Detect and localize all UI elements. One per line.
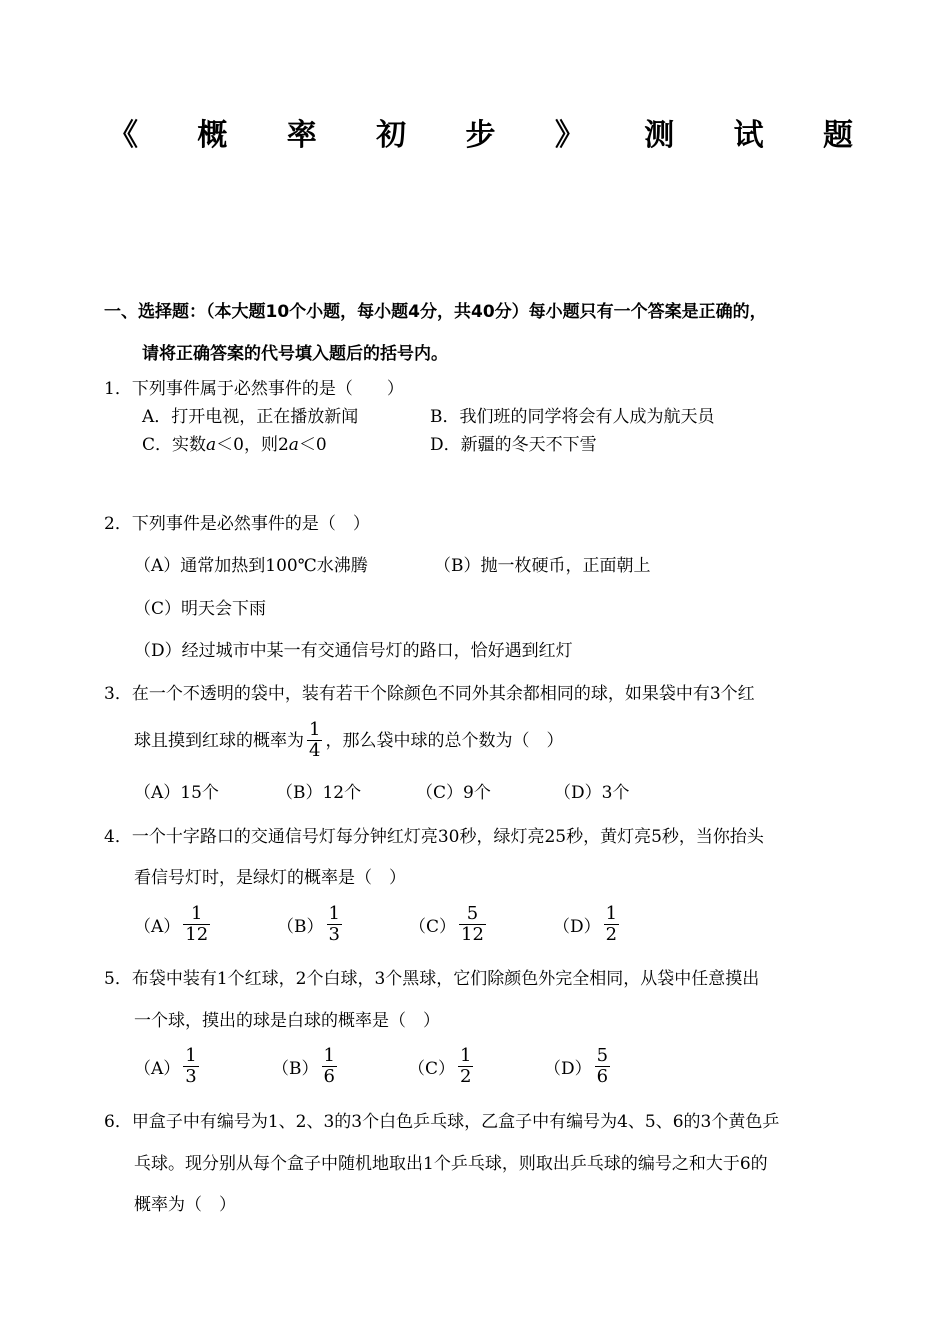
fraction-numerator: 1 [185, 1045, 197, 1066]
option-label: （C） [409, 917, 457, 937]
fraction [183, 1046, 198, 1087]
q1-c-pre: C．实数 [142, 435, 207, 455]
fraction-numerator: 1 [328, 903, 340, 924]
question-1-stem: 1．下列事件属于必然事件的是（ ） [104, 379, 404, 399]
option-label: （B） [272, 1059, 319, 1079]
fraction-denominator: 12 [461, 924, 484, 945]
fraction-denominator: 6 [596, 1066, 609, 1087]
title-char: 概 [197, 118, 228, 153]
fraction-numerator: 1 [191, 903, 203, 924]
fraction-denominator: 12 [185, 924, 209, 945]
question-1-option-a: A．打开电视，正在播放新闻 [142, 407, 359, 427]
fraction [595, 1046, 610, 1087]
option-label: （C） [408, 1059, 456, 1079]
fraction-denominator: 4 [309, 740, 321, 761]
question-6-line-3: 概率为（ ） [134, 1195, 236, 1215]
question-3-line-1: 3．在一个不透明的袋中，装有若干个除颜色不同外其余都相同的球，如果袋中有3个红 [104, 684, 755, 704]
fraction [307, 720, 322, 761]
section-heading-cont: 请将正确答案的代号填入题后的括号内。 [142, 344, 448, 364]
option [134, 1046, 272, 1087]
question-6-line-2: 乓球。现分别从每个盒子中随机地取出1个乒乓球，则取出乒乓球的编号之和大于6的 [134, 1154, 768, 1174]
fraction-denominator: 3 [328, 924, 340, 945]
option [272, 1046, 408, 1087]
question-2-option-d: （D）经过城市中某一有交通信号灯的路口，恰好遇到红灯 [134, 641, 573, 661]
fraction [459, 904, 486, 945]
title-char: 测 [644, 118, 675, 153]
q1-c-mid: ＜0，则2 [216, 435, 289, 455]
question-3-option-a: （A）15个 [134, 783, 219, 803]
question-2-stem: 2．下列事件是必然事件的是（ ） [104, 514, 370, 534]
question-2-option-a: （A）通常加热到100℃水沸腾 [134, 556, 368, 576]
page-title [108, 116, 853, 156]
title-char: 步 [465, 118, 496, 153]
q1-c-var2: a [288, 435, 299, 455]
fraction [322, 1046, 337, 1087]
question-6-line-1: 6．甲盒子中有编号为1、2、3的3个白色乒乓球，乙盒子中有编号为4、5、6的3个黄色乒 [104, 1112, 780, 1132]
option-label: （A） [134, 917, 181, 937]
q1-c-post: ＜0 [298, 435, 327, 455]
fraction-denominator: 2 [605, 924, 618, 945]
option [134, 904, 277, 945]
question-1-option-d: D．新疆的冬天不下雪 [430, 435, 597, 455]
question-1-option-c [142, 433, 327, 457]
option-label: （D） [553, 917, 601, 937]
option [553, 904, 622, 945]
fraction [183, 904, 210, 945]
question-3-option-b: （B）12个 [276, 783, 362, 803]
fraction [458, 1046, 473, 1087]
question-3-option-d: （D）3个 [554, 783, 630, 803]
option [544, 1046, 613, 1087]
option-label: （B） [277, 917, 324, 937]
question-3-option-c: （C）9个 [416, 783, 491, 803]
question-2-option-b: （B）抛一枚硬币，正面朝上 [434, 556, 651, 576]
q3-line2-pre: 球且摸到红球的概率为 [134, 730, 304, 751]
fraction-numerator: 1 [309, 719, 321, 740]
q3-line2-post: ，那么袋中球的总个数为（ ） [325, 730, 564, 751]
title-char: 题 [823, 118, 853, 153]
question-2-option-c: （C）明天会下雨 [134, 599, 267, 619]
option [408, 1046, 544, 1087]
question-5-line-2: 一个球，摸出的球是白球的概率是（ ） [134, 1011, 440, 1031]
title-char: 》 [554, 118, 585, 153]
fraction-denominator: 2 [460, 1066, 472, 1087]
fraction-numerator: 5 [466, 903, 479, 924]
question-3-line-2 [134, 720, 563, 761]
question-1-option-b: B．我们班的同学将会有人成为航天员 [430, 407, 715, 427]
fraction-numerator: 1 [323, 1045, 335, 1066]
fraction-denominator: 6 [323, 1066, 335, 1087]
question-4-line-2: 看信号灯时，是绿灯的概率是（ ） [134, 868, 406, 888]
question-5-options [134, 1046, 613, 1087]
q1-c-var1: a [206, 435, 217, 455]
fraction-numerator: 5 [596, 1045, 609, 1066]
fraction-denominator: 3 [185, 1066, 197, 1087]
title-char: 初 [376, 118, 407, 153]
option-label: （A） [134, 1059, 181, 1079]
option-label: （D） [544, 1059, 592, 1079]
fraction-numerator: 1 [460, 1045, 472, 1066]
option [277, 904, 409, 945]
title-char: 试 [733, 118, 764, 153]
question-4-line-1: 4．一个十字路口的交通信号灯每分钟红灯亮30秒，绿灯亮25秒，黄灯亮5秒，当你抬头 [104, 827, 764, 847]
question-4-options [134, 904, 622, 945]
fraction [327, 904, 342, 945]
question-5-line-1: 5．布袋中装有1个红球，2个白球，3个黑球，它们除颜色外完全相同，从袋中任意摸出 [104, 969, 760, 989]
section-heading: 一、选择题：（本大题10个小题，每小题4分，共40分）每小题只有一个答案是正确的， [104, 302, 767, 322]
fraction-numerator: 1 [605, 903, 618, 924]
title-char: 率 [286, 118, 317, 153]
title-char: 《 [108, 118, 138, 153]
option [409, 904, 553, 945]
fraction [604, 904, 619, 945]
